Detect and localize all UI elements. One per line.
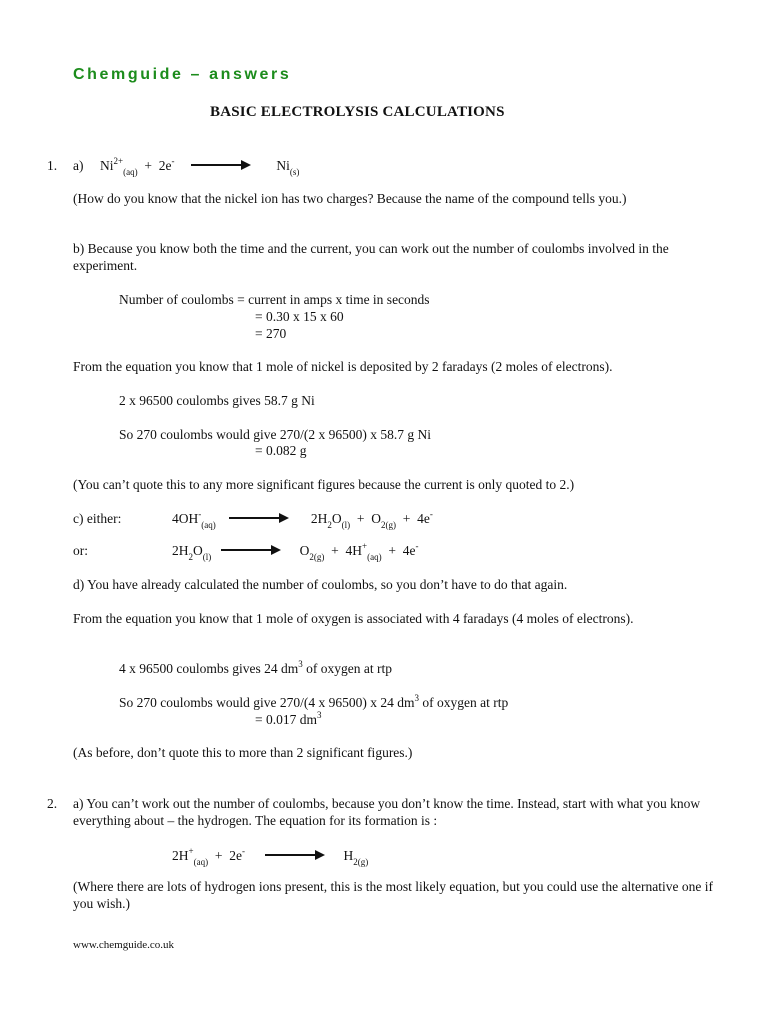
q1-c-label: c) either: <box>73 511 122 526</box>
q1-c-equation-2: $2H_2O_{(l)}$ $O_{2(g)} + 4H^+_{(aq)} + 4e^-$ <box>172 541 419 562</box>
reaction-arrow-icon <box>191 164 249 166</box>
reaction-arrow-icon <box>229 517 287 519</box>
oxygen-calc-2: So 270 coulombs would give 270/(4 x 96500) x 24 $dm^3$ of oxygen at rtp <box>119 693 509 710</box>
nickel-calc-1: 2 x 96500 coulombs gives 58.7 g Ni <box>119 393 315 408</box>
page-title: BASIC ELECTROLYSIS CALCULATIONS <box>210 104 505 120</box>
sig-fig-note: (You can’t quote this to any more significant figures because the current is only quoted to 2.) <box>73 477 575 492</box>
q1-d-text: d) You have already calculated the number of coulombs, so you don’t have to do that again. <box>73 577 568 592</box>
q2-note: (Where there are lots of hydrogen ions present, this is the most likely equation, but you could use the alternative one if you wish.) <box>73 879 713 911</box>
q1-b-text: b) Because you know both the time and the current, you can work out the number of coulombs involved in the experiment. <box>73 241 669 273</box>
footer-url: www.chemguide.co.uk <box>73 939 175 951</box>
q1-c-or-label: or: <box>73 543 88 558</box>
question-number-1: 1. <box>47 158 58 173</box>
coulombs-line-1: Number of coulombs = current in amps x time in seconds <box>119 292 430 307</box>
reaction-arrow-icon <box>265 854 323 856</box>
brand-heading: Chemguide – answers <box>73 66 292 83</box>
nickel-calc-3: = 0.082 g <box>255 443 307 458</box>
q1-a-note: (How do you know that the nickel ion has two charges? Because the name of the compound tells you.) <box>73 191 627 206</box>
coulombs-line-3: = 270 <box>255 326 287 341</box>
coulombs-line-2: = 0.30 x 15 x 60 <box>255 309 344 324</box>
q2-a-text: a) You can’t work out the number of coulombs, because you don’t know the time. Instead, start with what you know everything about – the hydrogen. The equation for its formation is : <box>73 796 701 828</box>
oxygen-equation-note: From the equation you know that 1 mole of oxygen is associated with 4 faradays (4 moles of electrons). <box>73 611 634 626</box>
q1-a-label: a) <box>73 158 84 173</box>
question-number-2: 2. <box>47 796 58 811</box>
oxygen-sig-fig-note: (As before, don’t quote this to more than 2 significant figures.) <box>73 745 413 760</box>
oxygen-calc-3: = 0.017 $dm^3$ <box>255 710 322 727</box>
oxygen-calc-1: 4 x 96500 coulombs gives 24 $dm^3$ of oxygen at rtp <box>119 659 392 676</box>
q2-a-equation: $2H^+_{(aq)} + 2e^-$ $H_{2(g)}$ <box>172 846 369 867</box>
nickel-equation-note: From the equation you know that 1 mole of nickel is deposited by 2 faradays (2 moles of electrons). <box>73 359 613 374</box>
q1-a-equation: $Ni^{2+}_{(aq)} + 2e^-$ $Ni_{(s)}$ <box>100 156 300 177</box>
reaction-arrow-icon <box>221 549 279 551</box>
nickel-calc-2: So 270 coulombs would give 270/(2 x 96500) x 58.7 g Ni <box>119 427 431 442</box>
q1-c-equation-1: $4OH^-_{(aq)}$ $2H_2O_{(l)} + O_{2(g)} + 4e^-$ <box>172 509 433 530</box>
